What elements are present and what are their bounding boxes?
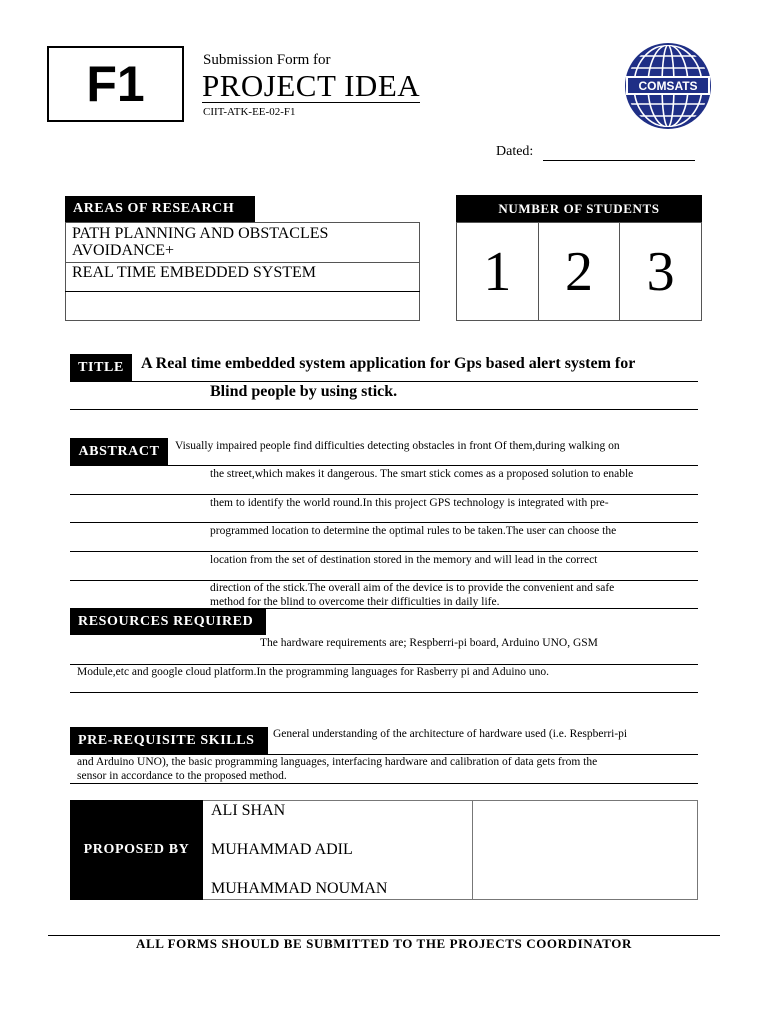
prerequisite-skills-label <box>70 727 268 754</box>
dated-field[interactable] <box>543 160 695 161</box>
logo-text: COMSATS <box>638 79 698 93</box>
title-underline <box>70 381 698 382</box>
prereq-label-text: PRE-REQUISITE SKILLS <box>78 732 255 748</box>
student-count-option-2[interactable]: 2 <box>539 223 621 320</box>
research-area-1-line2: AVOIDANCE+ <box>72 242 175 259</box>
areas-of-research-heading <box>65 196 255 222</box>
title-label-text: TITLE <box>78 359 124 375</box>
number-of-students-table <box>456 222 702 321</box>
abstract-rule <box>70 522 698 523</box>
prereq-line-3: sensor in accordance to the proposed method. <box>77 770 287 782</box>
areas-row-divider <box>65 262 420 263</box>
proposer-2[interactable]: MUHAMMAD ADIL <box>211 841 353 858</box>
document-code: CIIT-ATK-EE-02-F1 <box>203 106 296 118</box>
proposer-1[interactable]: ALI SHAN <box>211 802 286 819</box>
form-subtitle: Submission Form for <box>203 52 331 68</box>
footer-note: ALL FORMS SHOULD BE SUBMITTED TO THE PROJECTS COORDINATOR <box>135 936 633 951</box>
abstract-rule <box>70 551 698 552</box>
abstract-label-text: ABSTRACT <box>78 443 160 459</box>
prereq-line-2: and Arduino UNO), the basic programming languages, interfacing hardware and calibration of data gets from the <box>77 756 598 768</box>
research-area-1[interactable] <box>72 225 328 259</box>
resources-rule <box>70 692 698 693</box>
title-label <box>70 354 132 381</box>
proposed-by-label-text: PROPOSED BY <box>83 842 190 857</box>
title-underline <box>70 409 698 410</box>
resources-label-text: RESOURCES REQUIRED <box>78 613 254 629</box>
prereq-rule <box>70 783 698 784</box>
abstract-line-3: them to identify the world round.In this project GPS technology is integrated with pre- <box>210 497 609 509</box>
proposed-by-divider <box>472 800 473 900</box>
areas-row-divider <box>65 291 420 292</box>
form-code-box <box>47 46 184 122</box>
resources-rule <box>70 608 698 609</box>
abstract-rule <box>70 494 698 495</box>
project-title-line1: A Real time embedded system application for Gps based alert system for <box>141 355 636 372</box>
student-count-option-1[interactable]: 1 <box>457 223 539 320</box>
research-area-1-line1: PATH PLANNING AND OBSTACLES <box>72 225 329 242</box>
abstract-line-5: location from the set of destination stored in the memory and will lead in the correct <box>210 554 598 566</box>
students-heading-text: NUMBER OF STUDENTS <box>498 201 660 216</box>
research-area-2[interactable]: REAL TIME EMBEDDED SYSTEM <box>72 264 316 281</box>
resources-line-1: The hardware requirements are; Respberri-pi board, Arduino UNO, GSM <box>260 637 598 649</box>
resources-required-label <box>70 608 266 635</box>
proposer-3[interactable]: MUHAMMAD NOUMAN <box>211 880 388 897</box>
abstract-rule <box>70 465 698 466</box>
abstract-line-4: programmed location to determine the optimal rules to be taken.The user can choose the <box>210 525 617 537</box>
number-of-students-heading <box>456 195 702 223</box>
dated-label: Dated: <box>496 144 534 159</box>
abstract-label <box>70 438 168 465</box>
student-count-option-3[interactable]: 3 <box>646 240 675 303</box>
abstract-line-7: method for the blind to overcome their difficulties in daily life. <box>210 596 500 608</box>
resources-line-2: Module,etc and google cloud platform.In the programming languages for Rasberry pi and Aduino uno. <box>77 666 550 678</box>
form-title: PROJECT IDEA <box>202 68 421 103</box>
abstract-line-6: direction of the stick.The overall aim of the device is to provide the convenient and safe <box>210 582 615 594</box>
proposed-by-label <box>70 800 203 900</box>
abstract-line-1: Visually impaired people find difficulties detecting obstacles in front Of them,during walking on <box>175 440 620 452</box>
prereq-line-1: General understanding of the architecture of hardware used (i.e. Respberri-pi <box>273 728 628 740</box>
areas-heading-text: AREAS OF RESEARCH <box>73 201 235 216</box>
comsats-logo <box>624 42 712 130</box>
form-code: F1 <box>86 56 145 112</box>
project-title-line2: Blind people by using stick. <box>210 383 398 400</box>
abstract-line-2: the street,which makes it dangerous. The smart stick comes as a proposed solution to enable <box>210 468 634 480</box>
